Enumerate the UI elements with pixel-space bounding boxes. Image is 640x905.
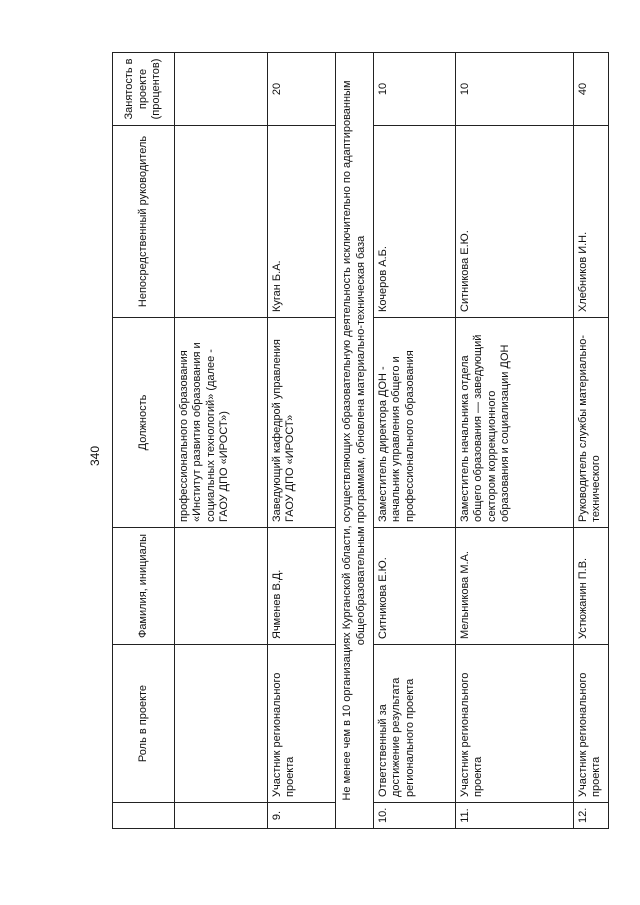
row-number: 10. <box>374 803 456 829</box>
row-role: Участник регионального проекта <box>268 645 336 803</box>
table-row <box>268 53 336 829</box>
table-row <box>175 53 268 829</box>
project-participants-table <box>112 52 609 829</box>
row-number <box>175 803 268 829</box>
row-supervisor <box>175 126 268 318</box>
row-number: 12. <box>574 803 609 829</box>
page-number: 340 <box>88 445 102 467</box>
row-load: 20 <box>268 53 336 126</box>
row-load <box>175 53 268 126</box>
row-position: Заместитель директора ДОН - начальник управления общего и профессионального образования <box>374 318 456 528</box>
row-position: Заместитель начальника отдела общего образования — заведующий сектором коррекционного образования и социализации ДОН <box>456 318 574 528</box>
header-supervisor: Непосредственный руководитель <box>113 126 175 318</box>
row-role: Ответственный за достижение результата регионального проекта <box>374 645 456 803</box>
row-number: 9. <box>268 803 336 829</box>
row-supervisor: Куган Б.А. <box>268 126 336 318</box>
row-supervisor: Кочеров А.Б. <box>374 126 456 318</box>
row-role: Участник регионального проекта <box>456 645 574 803</box>
row-name: Ячменев В.Д. <box>268 528 336 645</box>
row-load: 40 <box>574 53 609 126</box>
row-supervisor: Ситникова Е.Ю. <box>456 126 574 318</box>
table-row <box>574 53 609 829</box>
table-row <box>456 53 574 829</box>
header-load: Занятость в проекте (процентов) <box>113 53 175 126</box>
header-position: Должность <box>113 318 175 528</box>
section-banner: Не менее чем в 10 организациях Курганской области, осуществляющих образовательную деятельность исключительно по адаптированным общеобразовательным программам, обновлена материально-техническая база <box>336 53 374 829</box>
header-name: Фамилия, инициалы <box>113 528 175 645</box>
section-banner-row <box>336 53 374 829</box>
row-position: профессионального образования «Институт развития образования и социальных технологий» (далее - ГАОУ ДПО «ИРОСТ») <box>175 318 268 528</box>
row-position: Заведующий кафедрой управления ГАОУ ДПО «ИРОСТ» <box>268 318 336 528</box>
table-row <box>374 53 456 829</box>
row-number: 11. <box>456 803 574 829</box>
row-role: Участник регионального проекта <box>574 645 609 803</box>
table-header-row <box>113 53 175 829</box>
row-name: Устюжанин П.В. <box>574 528 609 645</box>
row-load: 10 <box>456 53 574 126</box>
header-num <box>113 803 175 829</box>
row-name <box>175 528 268 645</box>
row-position: Руководитель службы материально-технического <box>574 318 609 528</box>
rotated-table-container <box>112 53 608 829</box>
row-supervisor: Хлебников И.Н. <box>574 126 609 318</box>
row-role <box>175 645 268 803</box>
row-name: Мельникова М.А. <box>456 528 574 645</box>
header-role: Роль в проекте <box>113 645 175 803</box>
row-name: Ситникова Е.Ю. <box>374 528 456 645</box>
row-load: 10 <box>374 53 456 126</box>
